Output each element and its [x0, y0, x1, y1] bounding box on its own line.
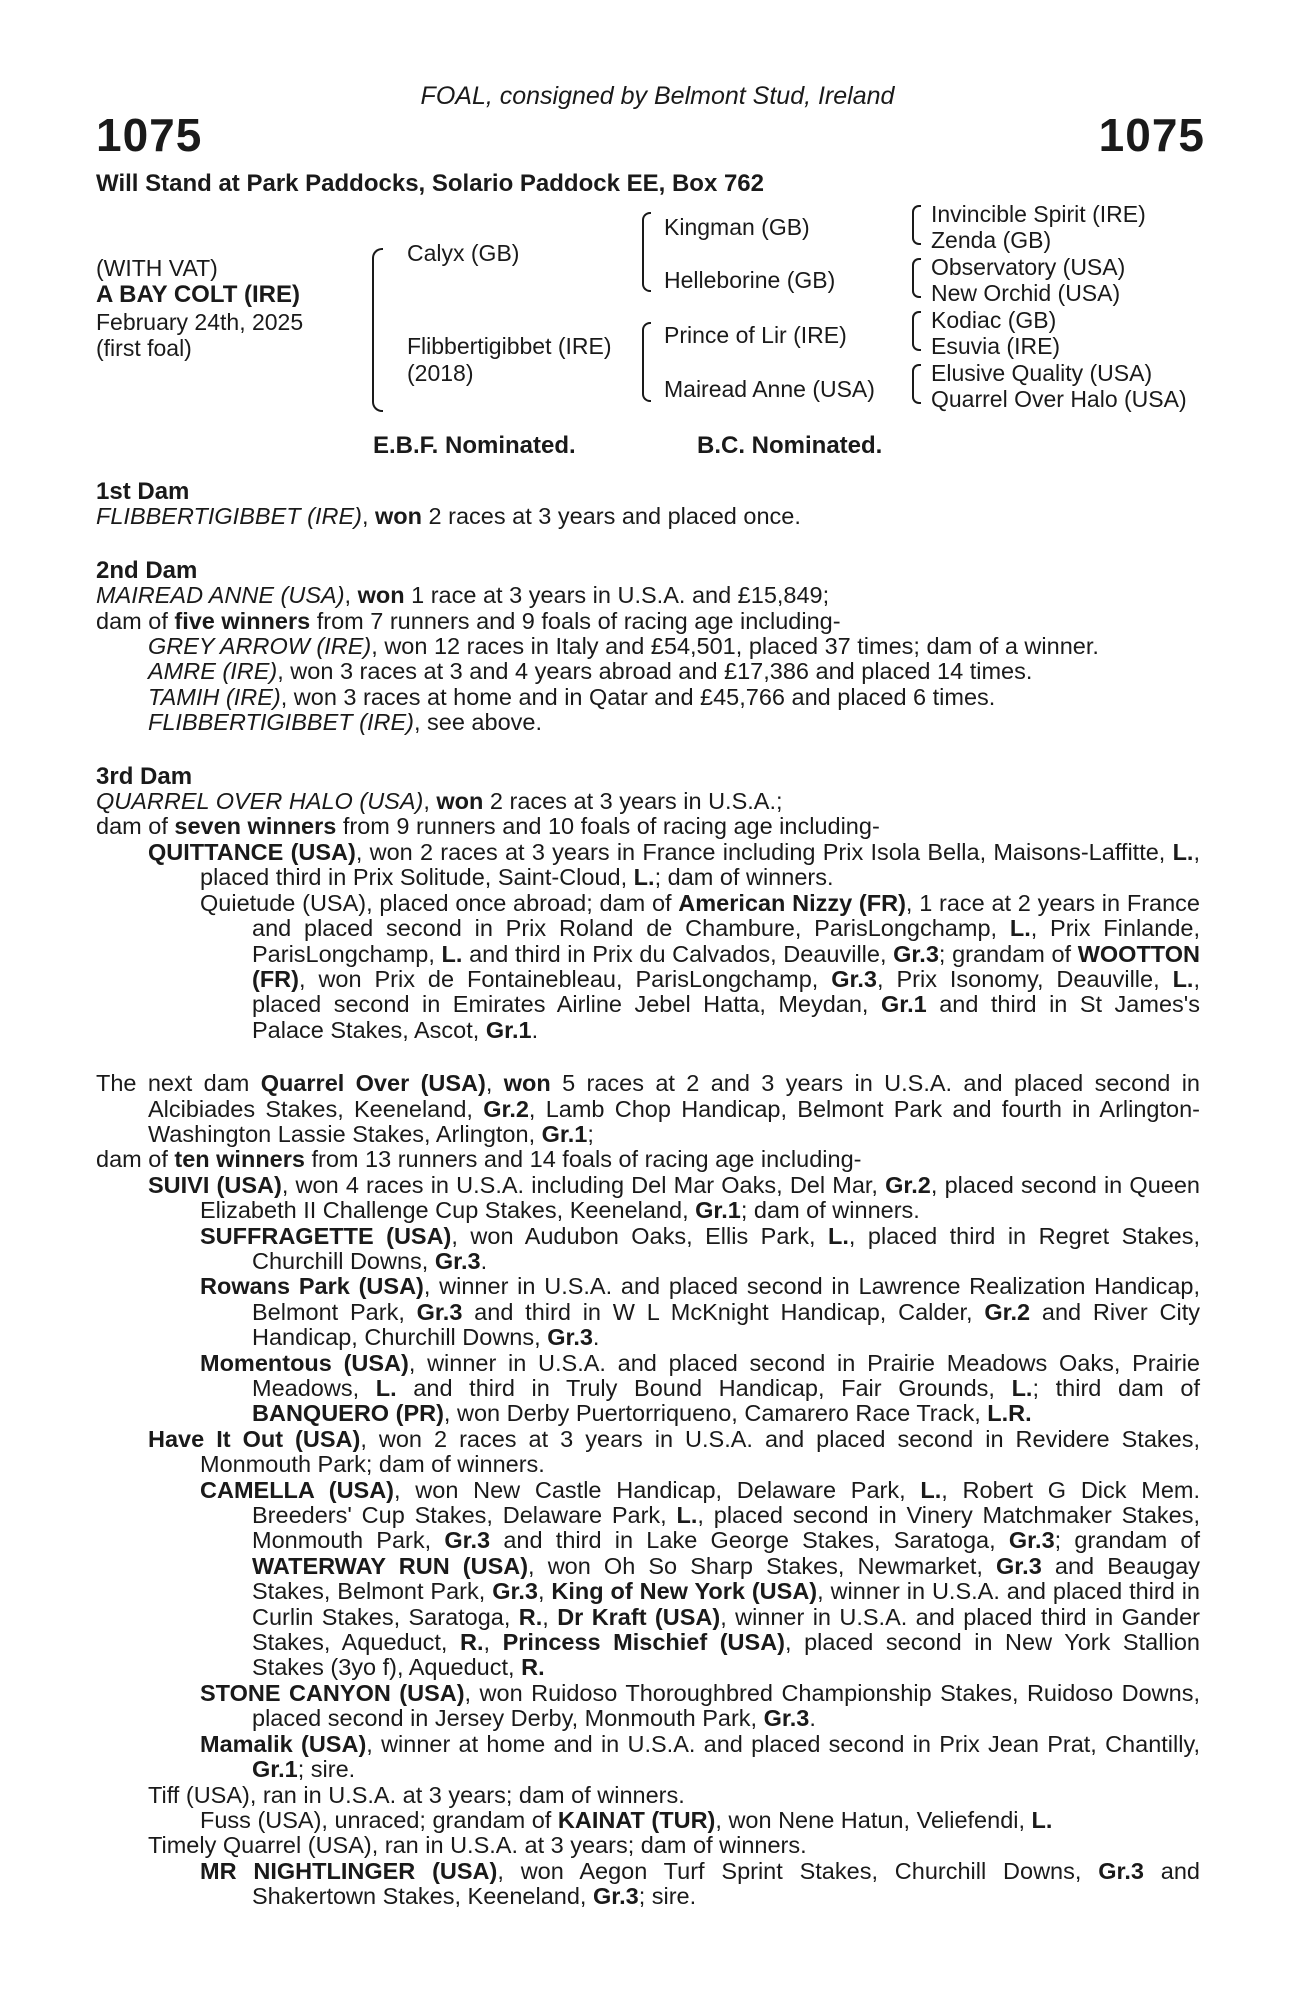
- ggen-4: New Orchid (USA): [931, 280, 1121, 306]
- foal-note: (first foal): [96, 335, 192, 361]
- consignment-line: FOAL, consigned by Belmont Stud, Ireland: [420, 82, 895, 110]
- produce-entry: TAMIH (IRE), won 3 races at home and in Qatar and £45,766 and placed 6 times.: [148, 683, 996, 710]
- sire-sire-name: Kingman (GB): [664, 214, 810, 240]
- ggen-8: Quarrel Over Halo (USA): [931, 386, 1187, 412]
- pedigree-brace-gg2: [912, 258, 921, 298]
- dam-year: (2018): [407, 360, 474, 386]
- second-dam-heading: 2nd Dam: [96, 556, 198, 584]
- ebf-nomination: E.B.F. Nominated.: [373, 432, 576, 459]
- next-dam-produce-summary: dam of ten winners from 13 runners and 14 foals of racing age including-: [96, 1146, 862, 1173]
- second-dam-produce-summary: dam of five winners from 7 runners and 9 foals of racing age including-: [96, 607, 841, 634]
- pedigree-brace-dam: [642, 322, 651, 402]
- catalogue-body: [96, 479, 1200, 1910]
- stand-location: Will Stand at Park Paddocks, Solario Paddock EE, Box 762: [96, 170, 765, 197]
- produce-entry: MR NIGHTLINGER (USA), won Aegon Turf Sprint Stakes, Churchill Downs, Gr.3 and Shakertown Stakes, Keeneland, Gr.3; sire.: [200, 1857, 1200, 1910]
- produce-entry: Have It Out (USA), won 2 races at 3 years in U.S.A. and placed second in Revidere Stakes, Monmouth Park; dam of winners.: [148, 1425, 1200, 1478]
- ggen-2: Zenda (GB): [931, 227, 1052, 253]
- produce-entry: STONE CANYON (USA), won Ruidoso Thoroughbred Championship Stakes, Ruidoso Downs, placed second in Jersey Derby, Monmouth Park, Gr.3.: [200, 1679, 1200, 1732]
- produce-entry: Quietude (USA), placed once abroad; dam of American Nizzy (FR), 1 race at 2 years in France and placed second in Prix Roland de Chambure, ParisLongchamp, L., Prix Finlande, ParisLongchamp, L. and third in Prix du Calvados, Deauville, Gr.3; grandam of WOOTTON (FR), won Prix de Fontainebleau, ParisLongchamp, Gr.3, Prix Isonomy, Deauville, L., placed second in Emirates Airline Jebel Hatta, Meydan, Gr.1 and third in St James's Palace Stakes, Ascot, Gr.1.: [200, 889, 1201, 1043]
- first-dam-heading: 1st Dam: [96, 478, 190, 505]
- third-dam-produce-summary: dam of seven winners from 9 runners and 10 foals of racing age including-: [96, 813, 880, 840]
- produce-entry: SUFFRAGETTE (USA), won Audubon Oaks, Ellis Park, L., placed third in Regret Stakes, Churchill Downs, Gr.3.: [200, 1222, 1200, 1274]
- produce-entry: Mamalik (USA), winner at home and in U.S.A. and placed second in Prix Jean Prat, Chantilly, Gr.1; sire.: [200, 1730, 1200, 1783]
- pedigree-brace-gg1: [912, 205, 921, 245]
- ggen-3: Observatory (USA): [931, 254, 1126, 280]
- pedigree-brace-gg4: [912, 364, 921, 404]
- third-dam-heading: 3rd Dam: [96, 762, 193, 790]
- sire-name: Calyx (GB): [407, 240, 520, 266]
- vat-note: (WITH VAT): [96, 255, 218, 281]
- dam-dam-name: Mairead Anne (USA): [664, 376, 875, 402]
- ggen-5: Kodiac (GB): [931, 307, 1057, 333]
- bc-nomination: B.C. Nominated.: [697, 432, 883, 459]
- lot-name: A BAY COLT (IRE): [96, 281, 301, 308]
- produce-entry: SUIVI (USA), won 4 races in U.S.A. including Del Mar Oaks, Del Mar, Gr.2, placed second in Queen Elizabeth II Challenge Cup Stakes, Keeneland, Gr.1; dam of winners.: [148, 1171, 1200, 1224]
- sire-dam-name: Helleborine (GB): [664, 267, 836, 293]
- dam-name: Flibbertigibbet (IRE): [407, 333, 612, 359]
- produce-entry: Fuss (USA), unraced; grandam of KAINAT (TUR), won Nene Hatun, Veliefendi, L.: [200, 1806, 1053, 1833]
- lot-number-right: 1075: [1098, 109, 1205, 161]
- produce-entry: Tiff (USA), ran in U.S.A. at 3 years; dam of winners.: [148, 1781, 685, 1808]
- produce-entry: GREY ARROW (IRE), won 12 races in Italy and £54,501, placed 37 times; dam of a winner.: [148, 633, 1099, 660]
- produce-entry: Timely Quarrel (USA), ran in U.S.A. at 3 years; dam of winners.: [148, 1832, 807, 1859]
- second-dam-text: MAIREAD ANNE (USA), won 1 race at 3 years in U.S.A. and £15,849;: [96, 582, 830, 609]
- ggen-1: Invincible Spirit (IRE): [931, 201, 1146, 227]
- produce-entry: FLIBBERTIGIBBET (IRE), see above.: [148, 709, 542, 736]
- produce-entry: CAMELLA (USA), won New Castle Handicap, Delaware Park, L., Robert G Dick Mem. Breeders' Cup Stakes, Delaware Park, L., placed second in Vinery Matchmaker Stakes, Monmouth Park, Gr.3 and third in Lake George Stakes, Saratoga, Gr.3; grandam of WATERWAY RUN (USA), won Oh So Sharp Stakes, Newmarket, Gr.3 and Beaugay Stakes, Belmont Park, Gr.3, King of New York (USA), winner in U.S.A. and placed third in Curlin Stakes, Saratoga, R., Dr Kraft (USA), winner in U.S.A. and placed third in Gander Stakes, Aqueduct, R., Princess Mischief (USA), placed second in New York Stallion Stakes (3yo f), Aqueduct, R.: [200, 1476, 1201, 1681]
- produce-entry: Momentous (USA), winner in U.S.A. and placed second in Prairie Meadows Oaks, Prairie Meadows, L. and third in Truly Bound Handicap, Fair Grounds, L.; third dam of BANQUERO (PR), won Derby Puertorriqueno, Camarero Race Track, L.R.: [200, 1349, 1200, 1427]
- pedigree-brace-main: [372, 248, 383, 412]
- produce-entry: QUITTANCE (USA), won 2 races at 3 years in France including Prix Isola Bella, Maisons-Laffitte, L., placed third in Prix Solitude, Saint-Cloud, L.; dam of winners.: [148, 838, 1200, 891]
- dam-sire-name: Prince of Lir (IRE): [664, 322, 847, 348]
- next-dam-text: The next dam Quarrel Over (USA), won 5 races at 2 and 3 years in U.S.A. and placed second in Alcibiades Stakes, Keeneland, Gr.2, Lamb Chop Handicap, Belmont Park and fourth in Arlington-Washington Lassie Stakes, Arlington, Gr.1;: [96, 1070, 1201, 1147]
- first-dam-text: FLIBBERTIGIBBET (IRE), won 2 races at 3 years and placed once.: [96, 503, 801, 530]
- pedigree-brace-sire: [642, 212, 651, 292]
- produce-entry: Rowans Park (USA), winner in U.S.A. and placed second in Lawrence Realization Handicap, Belmont Park, Gr.3 and third in W L McKnight Handicap, Calder, Gr.2 and River City Handicap, Churchill Downs, Gr.3.: [200, 1273, 1201, 1351]
- third-dam-text: QUARREL OVER HALO (USA), won 2 races at 3 years in U.S.A.;: [96, 788, 783, 815]
- lot-number-left: 1075: [96, 109, 203, 161]
- produce-entry: AMRE (IRE), won 3 races at 3 and 4 years abroad and £17,386 and placed 14 times.: [148, 658, 1033, 685]
- pedigree-brace-gg3: [912, 311, 921, 351]
- foaling-date: February 24th, 2025: [96, 309, 304, 335]
- ggen-7: Elusive Quality (USA): [931, 360, 1153, 386]
- ggen-6: Esuvia (IRE): [931, 333, 1061, 359]
